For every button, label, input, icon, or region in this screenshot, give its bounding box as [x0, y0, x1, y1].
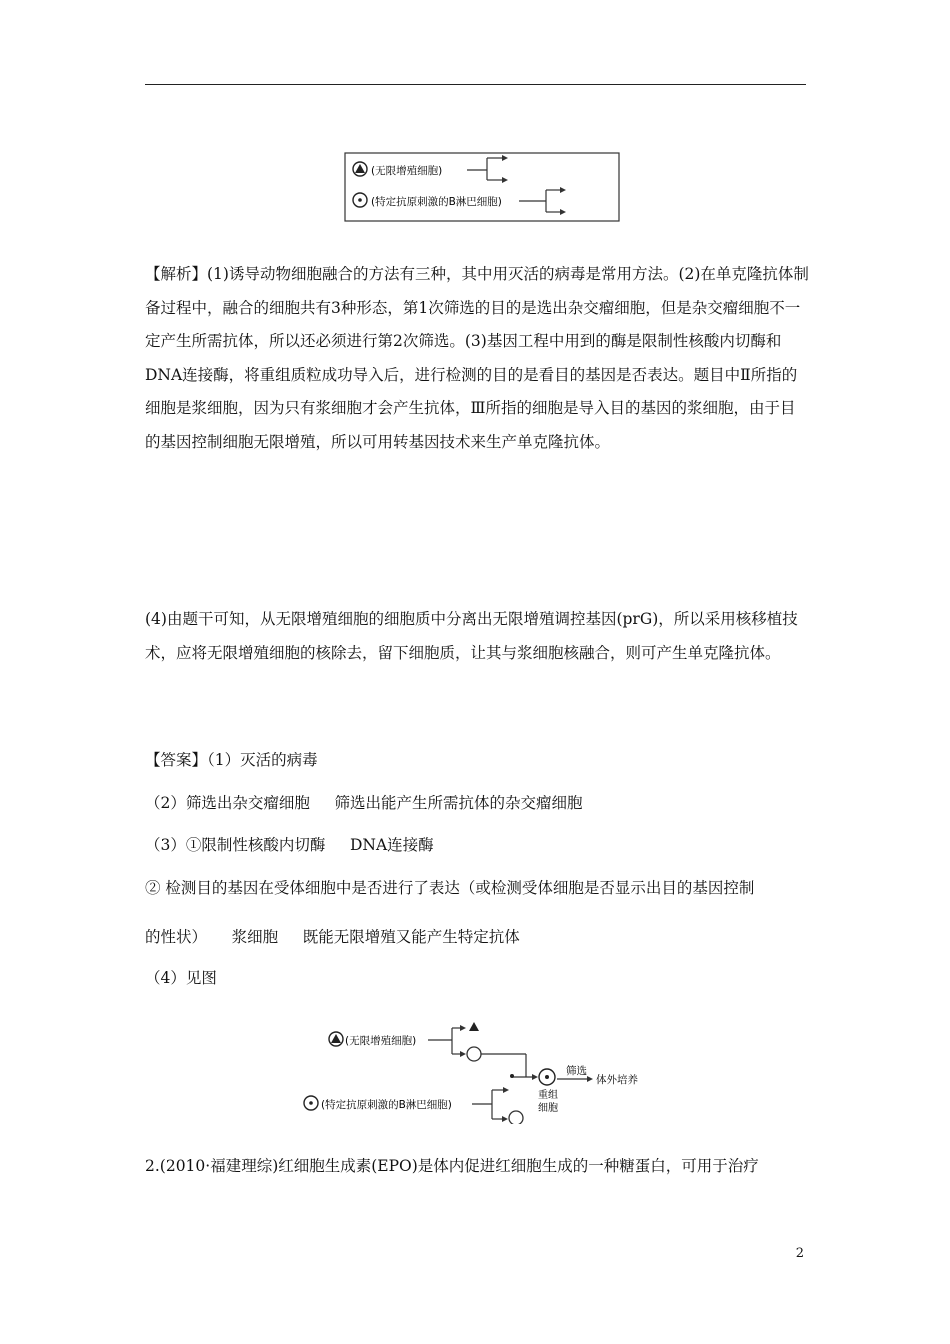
answer-figure: [300, 1018, 670, 1124]
triangle-cell-icon: [353, 162, 367, 176]
answer-line-4: ② 检测目的基因在受体细胞中是否进行了表达（或检测受体细胞是否显示出目的基因控制: [145, 879, 755, 897]
figure-label-b-cell: (特定抗原刺激的B淋巴细胞): [321, 1099, 452, 1111]
answer-line-5: 的性状） 浆细胞 既能无限增殖又能产生特定抗体: [145, 928, 520, 946]
screen-label: 筛选: [566, 1065, 587, 1077]
figure-label-b-cell: (特定抗原刺激的B淋巴细胞): [371, 196, 502, 208]
answer-line-2: （2）筛选出杂交瘤细胞 筛选出能产生所需抗体的杂交瘤细胞: [145, 794, 583, 812]
recombinant-label-2: 细胞: [538, 1103, 558, 1114]
cytoplasm-circle-icon: [467, 1047, 481, 1061]
recombinant-label-1: 重组: [538, 1090, 558, 1101]
nucleus-dot-icon: [510, 1074, 514, 1078]
culture-label: 体外培养: [596, 1074, 638, 1086]
analysis-part4: (4)由题干可知，从无限增殖细胞的细胞质中分离出无限增殖调控基因(prG)，所以采用核移植技术，应将无限增殖细胞的核除去，留下细胞质，让其与浆细胞核融合，则可产生单克隆抗体。: [145, 610, 798, 662]
question-2: 2.(2010·福建理综)红细胞生成素(EPO)是体内促进红细胞生成的一种糖蛋白，可用于治疗: [145, 1157, 759, 1175]
dot-cell-icon: [353, 193, 367, 207]
answer-line-1: 【答案】（1）灭活的病毒: [145, 751, 318, 769]
answer-line-3: （3）①限制性核酸内切酶 DNA连接酶: [145, 836, 434, 854]
figure-label-unlimited-cell: (无限增殖细胞): [345, 1035, 417, 1047]
question-figure: [344, 152, 622, 224]
analysis-paragraph: 【解析】(1)诱导动物细胞融合的方法有三种，其中用灭活的病毒是常用方法。(2)在单克隆抗体制备过程中，融合的细胞共有3种形态，第1次筛选的目的是选出杂交瘤细胞，但是杂交瘤细胞不一定产生所需抗体，所以还必须进行第2次筛选。(3)基因工程中用到的酶是限制性核酸内切酶和DNA连接酶，将重组质粒成功导入后，进行检测的目的是看目的基因是否表达。题目中Ⅱ所指的细胞是浆细胞，因为只有浆细胞才会产生抗体，Ⅲ所指的细胞是导入目的基因的浆细胞，由于目的基因控制细胞无限增殖，所以可用转基因技术来生产单克隆抗体。: [145, 265, 809, 451]
recombinant-cell-icon: [539, 1069, 555, 1085]
triangle-result-icon: [469, 1022, 479, 1031]
header-rule: [145, 84, 806, 85]
answer-line-6: （4）见图: [145, 969, 217, 987]
figure-label-unlimited-cell: (无限增殖细胞): [371, 165, 443, 177]
enucleated-circle-icon: [509, 1111, 523, 1124]
page-number: 2: [795, 1246, 804, 1261]
dot-cell-icon: [304, 1096, 318, 1110]
triangle-cell-icon: [329, 1032, 343, 1046]
